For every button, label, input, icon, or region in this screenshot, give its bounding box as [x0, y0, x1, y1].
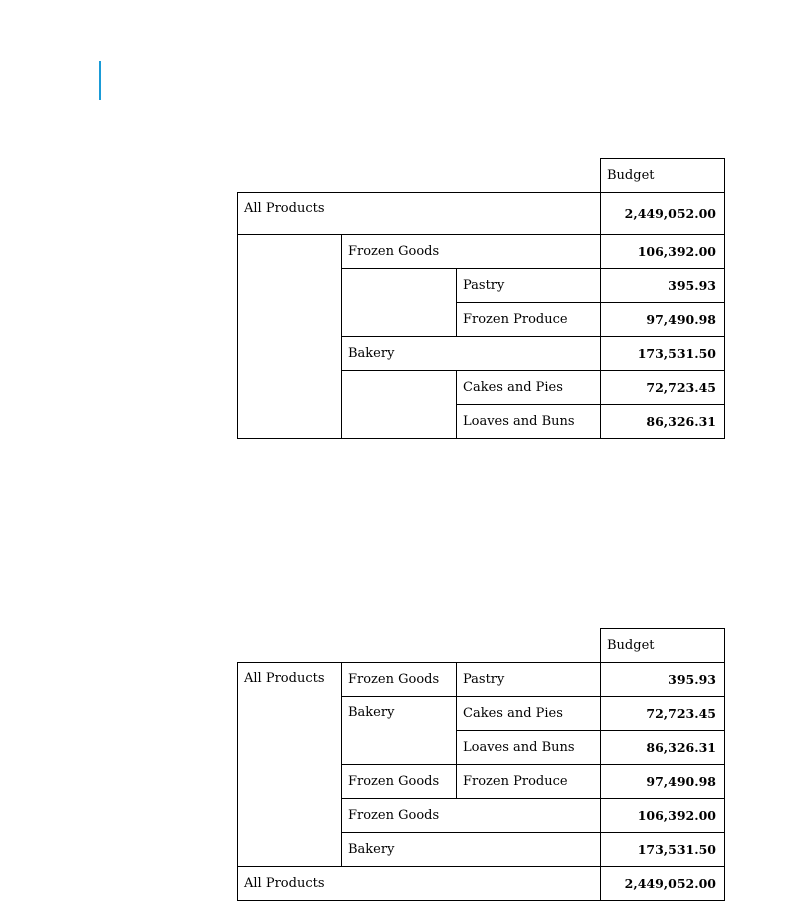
indent-cell: [342, 371, 457, 439]
value-all-products: 2,449,052.00: [601, 193, 725, 235]
table-row: [238, 663, 725, 697]
value-cakes-and-pies: 72,723.45: [601, 371, 725, 405]
value-pastry: 395.93: [601, 663, 725, 697]
text-cursor-bar: [99, 61, 101, 100]
value-loaves-and-buns: 86,326.31: [601, 405, 725, 439]
row-label-pastry: Pastry: [457, 269, 601, 303]
value-pastry: 395.93: [601, 269, 725, 303]
value-cakes-and-pies: 72,723.45: [601, 697, 725, 731]
value-bakery: 173,531.50: [601, 833, 725, 867]
row-label-bakery: Bakery: [342, 337, 601, 371]
table-header-row: [238, 629, 725, 663]
value-loaves-and-buns: 86,326.31: [601, 731, 725, 765]
row-label-cakes-and-pies: Cakes and Pies: [457, 371, 601, 405]
value-frozen-goods: 106,392.00: [601, 235, 725, 269]
budget-table-hierarchy: [237, 158, 725, 439]
row-label-frozen-produce: Frozen Produce: [457, 303, 601, 337]
value-all-products: 2,449,052.00: [601, 867, 725, 901]
row-label-all-products-total: All Products: [238, 867, 601, 901]
row-label-cakes-and-pies: Cakes and Pies: [457, 697, 601, 731]
row-label-pastry: Pastry: [457, 663, 601, 697]
row-label-bakery-total: Bakery: [342, 833, 601, 867]
table-header-row: [238, 159, 725, 193]
row-label-frozen-goods: Frozen Goods: [342, 663, 457, 697]
row-label-all-products: All Products: [238, 193, 601, 235]
value-frozen-goods: 106,392.00: [601, 799, 725, 833]
row-label-loaves-and-buns: Loaves and Buns: [457, 405, 601, 439]
budget-table-details-first: [237, 628, 725, 901]
table-row: [238, 867, 725, 901]
row-label-frozen-goods: Frozen Goods: [342, 235, 601, 269]
row-label-loaves-and-buns: Loaves and Buns: [457, 731, 601, 765]
indent-cell: [342, 269, 457, 337]
row-label-frozen-goods: Frozen Goods: [342, 765, 457, 799]
table-row: [238, 235, 725, 269]
indent-cell: [238, 235, 342, 439]
table-row: [238, 193, 725, 235]
column-header-budget: Budget: [601, 629, 725, 663]
row-label-frozen-produce: Frozen Produce: [457, 765, 601, 799]
value-frozen-produce: 97,490.98: [601, 765, 725, 799]
row-label-all-products: All Products: [238, 663, 342, 867]
value-frozen-produce: 97,490.98: [601, 303, 725, 337]
value-bakery: 173,531.50: [601, 337, 725, 371]
column-header-budget: Budget: [601, 159, 725, 193]
row-label-frozen-goods-total: Frozen Goods: [342, 799, 601, 833]
row-label-bakery: Bakery: [342, 697, 457, 765]
